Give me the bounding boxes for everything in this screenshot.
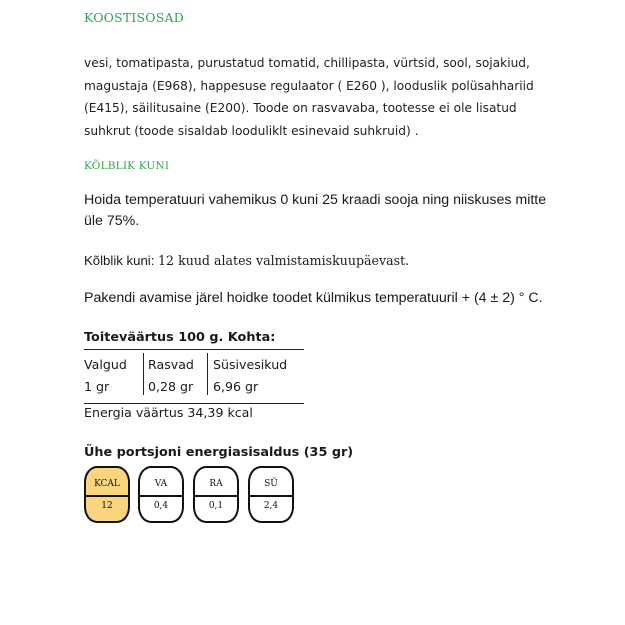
table-value-cell: 6,96 gr: [213, 379, 259, 394]
badge-value: 0,1: [208, 501, 224, 511]
table-header-cell: Rasvad: [148, 357, 194, 372]
badge-label: VA: [154, 479, 168, 489]
badge-value: 0,4: [153, 501, 169, 511]
storage-line: Hoida temperatuuri vahemikus 0 kuni 25 kraadi sooja ning niiskuses mitte: [84, 192, 547, 208]
table-header-cell: Valgud: [84, 357, 127, 372]
after-opening-instructions: Pakendi avamise järel hoidke toodet külmikus temperatuuril + (4 ± 2) ° C.: [84, 290, 543, 306]
table-header-cell: Süsivesikud: [213, 357, 288, 372]
badge-value: 2,4: [263, 501, 279, 511]
table-bottom-border: [84, 403, 304, 404]
table-value-cell: 0,28 gr: [148, 379, 194, 394]
badge-label: KCAL: [94, 479, 120, 489]
ingredients-line: (E415), säilitusaine (E200). Toode on rasvavaba, tootesse ei ole lisatud: [84, 101, 517, 115]
badge-label: SÜ: [264, 479, 278, 489]
table-divider: [143, 353, 144, 395]
badge-value: 12: [101, 501, 113, 511]
badge-label: RA: [209, 479, 223, 489]
nutrition-title: Toiteväärtus 100 g. Kohta:: [84, 330, 276, 345]
shelf-life-statement: [84, 250, 564, 271]
table-value-cell: 1 gr: [84, 379, 110, 394]
protein-badge: [138, 466, 184, 523]
badge-divider: [195, 495, 237, 497]
ingredients-line: magustaja (E968), happesuse regulaator ( E260 ), looduslik polüsahhariid: [84, 78, 534, 93]
ingredients-line: suhkrut (toode sisaldab looduliklt esinevaid suhkruid) .: [84, 123, 419, 138]
storage-line: üle 75%.: [84, 213, 140, 229]
table-divider: [207, 353, 208, 395]
fat-badge: [193, 466, 239, 523]
badge-divider: [250, 495, 292, 497]
ingredients-text: [84, 52, 564, 142]
kcal-badge: [84, 466, 130, 523]
table-top-border: [84, 349, 304, 350]
badge-divider: [86, 495, 128, 497]
ingredients-heading: KOOSTISOSAD: [84, 10, 184, 25]
ingredients-line: vesi, tomatipasta, purustatud tomatid, chillipasta, vürtsid, sool, sojakiud,: [84, 56, 530, 70]
badge-divider: [140, 495, 182, 497]
portion-energy-title: Ühe portsjoni energiasisaldus (35 gr): [84, 445, 354, 460]
shelf-life-heading: KÕLBLIK KUNI: [84, 160, 170, 172]
carbs-badge: [248, 466, 294, 523]
storage-instructions: [84, 190, 564, 232]
shelf-life-value: 12 kuud alates valmistamiskuupäevast.: [158, 253, 410, 268]
shelf-life-label: Kõlblik kuni:: [84, 253, 155, 268]
energy-value: Energia väärtus 34,39 kcal: [84, 405, 253, 420]
